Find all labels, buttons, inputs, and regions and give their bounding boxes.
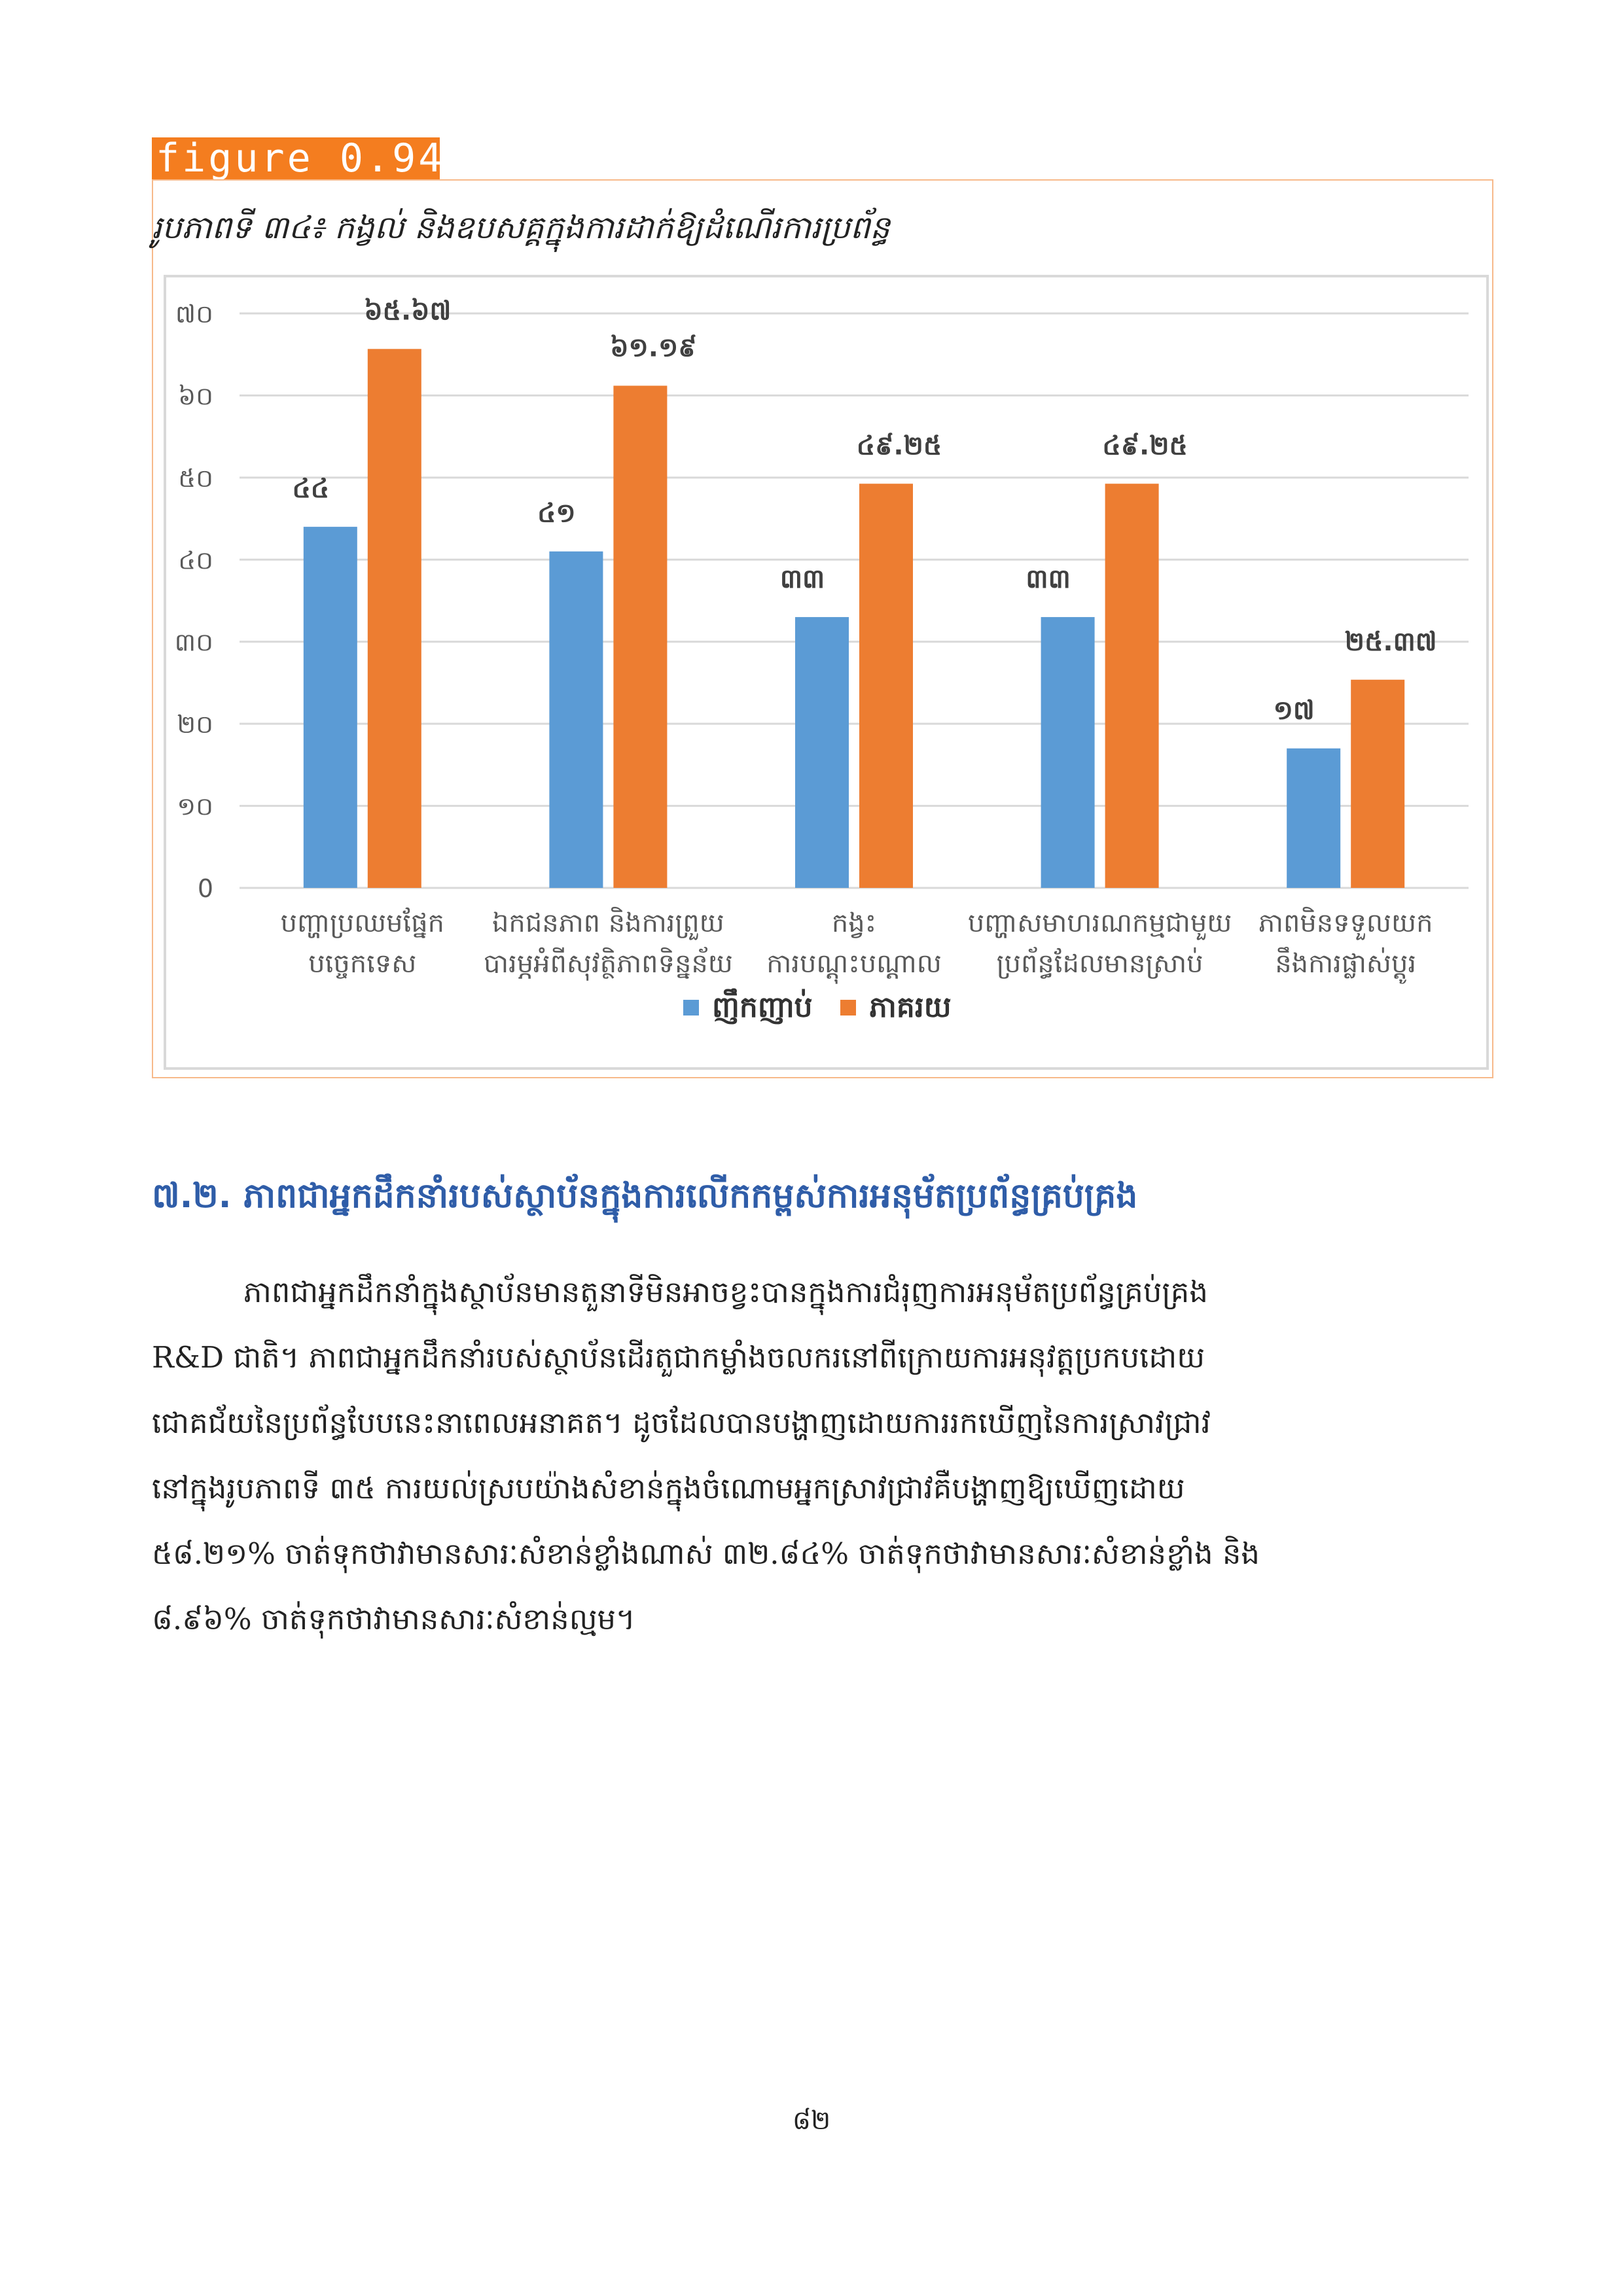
bar [1287, 749, 1340, 888]
data-label: ៦៥.៦៧ [364, 296, 452, 327]
y-tick-label: ៦០ [178, 381, 213, 411]
legend-swatch [840, 1000, 856, 1016]
data-label: ៤៩.២៥ [1102, 431, 1188, 461]
y-tick-label: ១០ [177, 792, 213, 821]
data-label: ២៥.៣៧ [1344, 626, 1437, 657]
legend-swatch [683, 1000, 699, 1016]
bar-chart [166, 277, 1486, 1067]
x-category-label: ឯកជនភាព និងការព្រួយ [492, 908, 724, 938]
body-line: R&D ជាតិ។ ភាពជាអ្នកដឹកនាំរបស់ស្ថាប័នដើរតួជាកម្លាំងចលករនៅពីក្រោយការអនុវត្តប្រកបដោយ [152, 1340, 1205, 1375]
bar [1105, 484, 1159, 888]
y-tick-label: ៣០ [174, 627, 213, 657]
y-tick-label: ៥០ [178, 463, 213, 493]
bar [1041, 617, 1095, 888]
legend-label: ភាគរយ [869, 991, 952, 1024]
x-category-label: ការបណ្ដុះបណ្ដាល [766, 949, 942, 979]
x-category-label: ប្រព័ន្ធដែលមានស្រាប់ [996, 949, 1204, 979]
data-label: ៤៤ [292, 474, 330, 504]
legend-label: ញឹកញាប់ [712, 991, 813, 1024]
body-line: ៥៨.២១% ចាត់ទុកថាវាមានសារៈសំខាន់ខ្លាំងណាស់ ៣២.៨៤% ចាត់ទុកថាវាមានសារៈសំខាន់ខ្លាំង និង [152, 1536, 1260, 1571]
x-category-label: កង្វះ [831, 908, 877, 938]
y-tick-label: ២០ [177, 710, 213, 739]
body-line: នៅក្នុងរូបភាពទី ៣៥ ការយល់ស្របយ៉ាងសំខាន់ក្នុងចំណោមអ្នកស្រាវជ្រាវគឺបង្ហាញឱ្យឃើញដោយ [152, 1471, 1185, 1506]
body-line: ជោគជ័យនៃប្រព័ន្ធបែបនេះនាពេលអនាគត។ ដូចដែលបានបង្ហាញដោយការរកឃើញនៃការស្រាវជ្រាវ [152, 1405, 1211, 1440]
x-category-label: នឹងការផ្លាស់ប្ដូរ [1275, 949, 1417, 979]
y-tick-label: ៧០ [175, 300, 213, 328]
figure-caption: រូបភាពទី ៣៤៖ កង្វល់ និងឧបសគ្គក្នុងការដាក់ឱ្យដំណើរការប្រព័ន្ធ [152, 209, 890, 246]
bar [613, 386, 667, 888]
data-label: ៦១.១៩ [610, 332, 697, 363]
body-paragraph [152, 1260, 1474, 1652]
x-category-label: បញ្ហាប្រឈមផ្នែក [280, 908, 444, 938]
data-label: ១៧ [1273, 695, 1315, 726]
page-number: ៨២ [792, 2106, 831, 2136]
x-category-label: បារម្ភអំពីសុវត្ថិភាពទិន្នន័យ [483, 949, 733, 979]
body-line: ភាពជាអ្នកដឹកនាំក្នុងស្ថាប័នមានតួនាទីមិនអាចខ្វះបានក្នុងការជំរុញការអនុម័តប្រព័ន្ធគ្រប់គ្រង [243, 1275, 1208, 1309]
bar [549, 552, 603, 888]
section-heading: ៧.២. ភាពជាអ្នកដឹកនាំរបស់ស្ថាប័នក្នុងការលើកកម្ពស់ការអនុម័តប្រព័ន្ធគ្រប់គ្រង [152, 1176, 1138, 1216]
y-tick-label: ៤០ [178, 546, 213, 575]
bar [1351, 680, 1404, 888]
y-tick-label: 0 [197, 874, 213, 903]
bar [795, 617, 849, 888]
x-category-label: ភាពមិនទទួលយក [1258, 908, 1433, 938]
data-label: ៤១ [537, 498, 576, 529]
bar [368, 349, 421, 888]
bar [304, 527, 357, 888]
data-label: ៤៩.២៥ [856, 431, 942, 461]
chart-container [164, 275, 1489, 1070]
body-line: ៨.៩៦% ចាត់ទុកថាវាមានសារៈសំខាន់ល្មម។ [152, 1602, 635, 1636]
x-category-label: បច្ចេកទេស [308, 949, 417, 979]
figure-tag: figure 0.94 [152, 137, 440, 179]
x-category-label: បញ្ហាសមាហរណកម្មជាមួយ [967, 908, 1232, 938]
data-label: ៣៣ [1026, 564, 1071, 595]
data-label: ៣៣ [779, 564, 825, 595]
bar [859, 484, 913, 888]
